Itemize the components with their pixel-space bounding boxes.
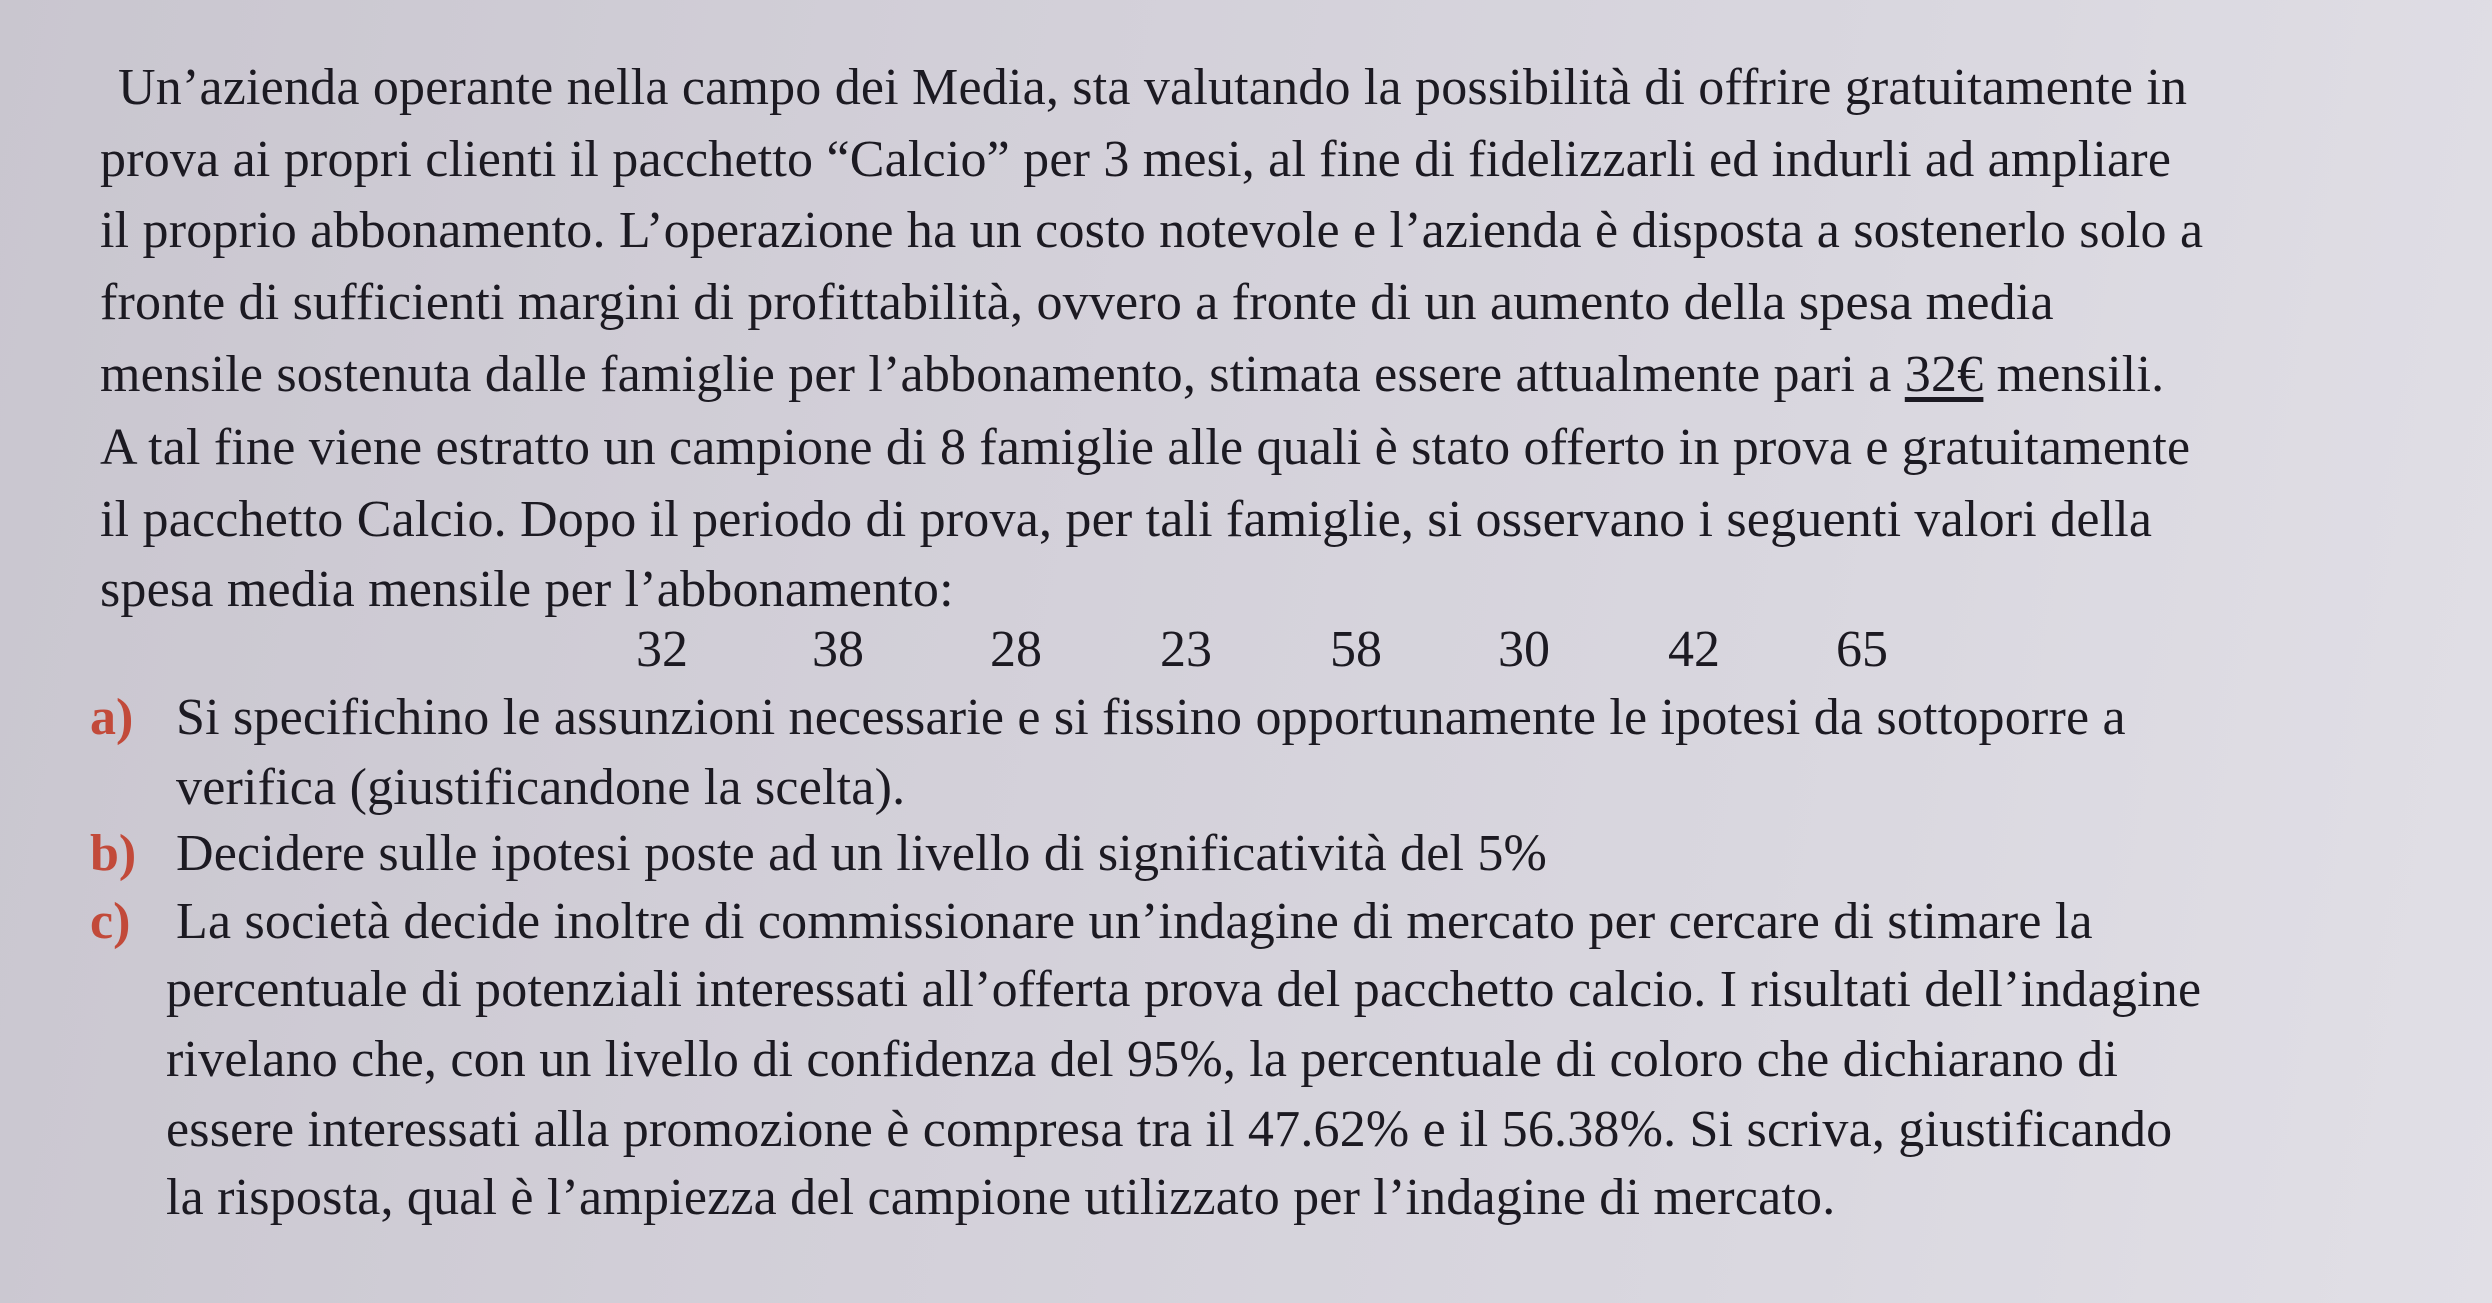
question-b-marker: b) (90, 825, 137, 882)
problem-line-2: prova ai propri clienti il pacchetto “Calcio” per 3 mesi, al fine di fidelizzarli ed indurli ad ampliare (100, 131, 2172, 188)
problem-line-5-text: mensile sostenuta dalle famiglie per l’abbonamento, stimata essere attualmente pari a (100, 346, 1905, 403)
sample-value: 28 (990, 621, 1042, 678)
question-c-line-3: rivelano che, con un livello di confidenza del 95%, la percentuale di coloro che dichiarano di (166, 1031, 2119, 1088)
problem-line-4: fronte di sufficienti margini di profittabilità, ovvero a fronte di un aumento della spesa media (100, 274, 2054, 331)
problem-line-6: A tal fine viene estratto un campione di 8 famiglie alle quali è stato offerto in prova e gratuitamente (100, 419, 2191, 476)
question-c-line-4: essere interessati alla promozione è compresa tra il 47.62% e il 56.38%. Si scriva, giustificando (166, 1101, 2173, 1158)
sample-value: 38 (812, 621, 864, 678)
sample-value: 32 (636, 621, 688, 678)
question-c-line-1: La società decide inoltre di commissionare un’indagine di mercato per cercare di stimare la (176, 893, 2093, 950)
problem-line-8: spesa media mensile per l’abbonamento: (100, 561, 954, 618)
question-c-marker: c) (90, 893, 131, 950)
current-price-value: 32€ (1904, 346, 1984, 403)
problem-line-7: il pacchetto Calcio. Dopo il periodo di prova, per tali famiglie, si osservano i seguenti valori della (100, 491, 2153, 548)
sample-value: 23 (1160, 621, 1212, 678)
question-c-line-2: percentuale di potenziali interessati all’offerta prova del pacchetto calcio. I risultati dell’indagine (166, 961, 2202, 1018)
question-b-line-1: Decidere sulle ipotesi poste ad un livello di significatività del 5% (176, 825, 1548, 882)
question-a-marker: a) (90, 689, 134, 746)
sample-value: 65 (1836, 621, 1888, 678)
question-c-line-5: la risposta, qual è l’ampiezza del campione utilizzato per l’indagine di mercato. (166, 1169, 1836, 1226)
problem-line-5-suffix: mensili. (1983, 346, 2165, 403)
question-a-line-2: verifica (giustificandone la scelta). (176, 759, 906, 816)
problem-line-1: Un’azienda operante nella campo dei Media, sta valutando la possibilità di offrire gratuitamente in (118, 59, 2188, 116)
question-a-line-1: Si specifichino le assunzioni necessarie e si fissino opportunamente le ipotesi da sottoporre a (176, 689, 2126, 746)
sample-value: 30 (1498, 621, 1550, 678)
problem-line-5 (100, 345, 2164, 405)
sample-value: 58 (1330, 621, 1382, 678)
sample-value: 42 (1668, 621, 1720, 678)
problem-line-3: il proprio abbonamento. L’operazione ha un costo notevole e l’azienda è disposta a sostenerlo solo a (100, 202, 2204, 259)
